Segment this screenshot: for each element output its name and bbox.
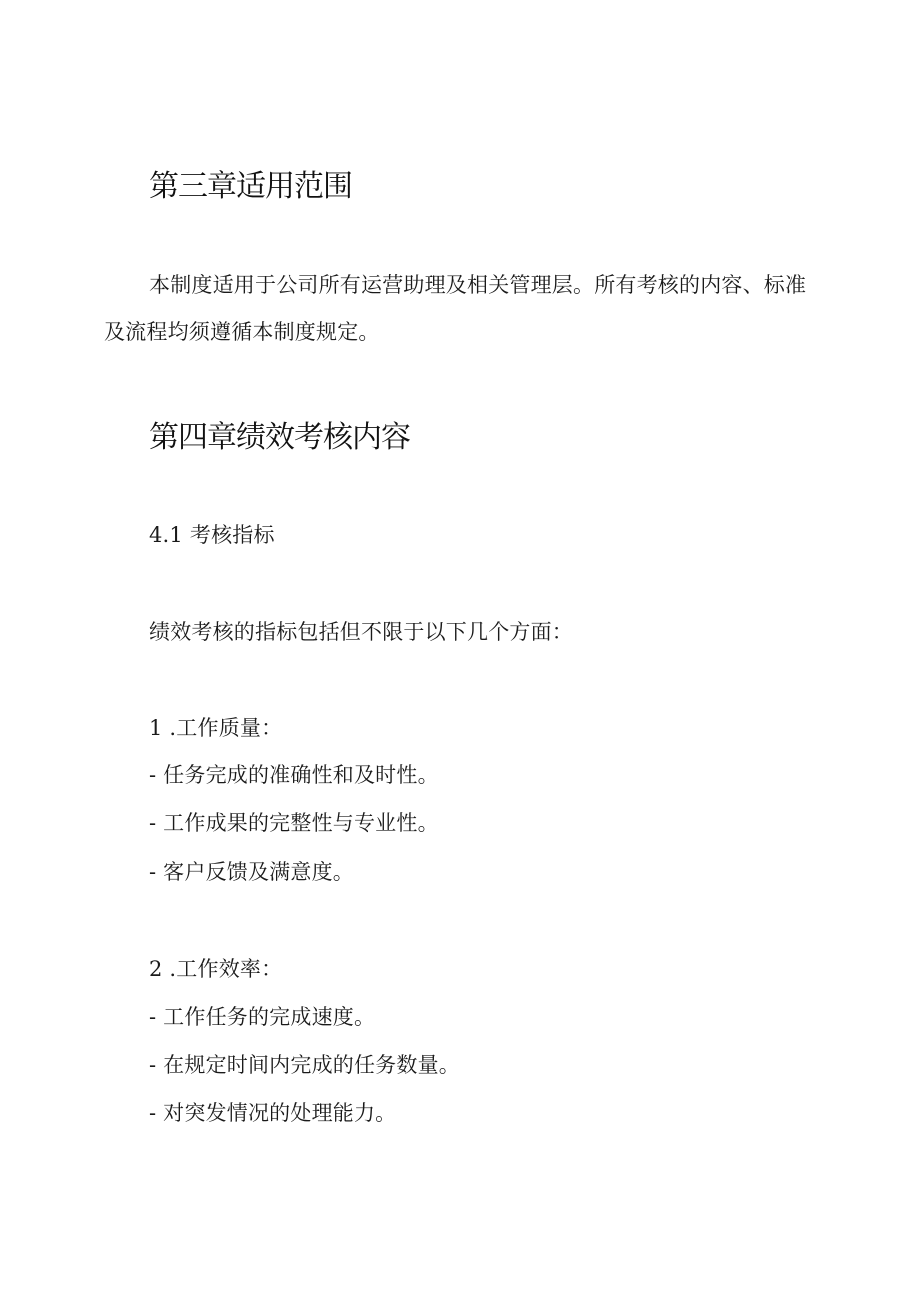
group-2-item-3: - 对突发情况的处理能力。	[149, 1101, 397, 1125]
group-2-title: 2 .工作效率：	[149, 957, 283, 981]
group-1-item-2: - 工作成果的完整性与专业性。	[149, 811, 439, 835]
chapter-4-heading: 第四章绩效考核内容	[149, 420, 410, 455]
section-4-1-title: 4.1 考核指标	[149, 523, 275, 547]
group-2-item-1: - 工作任务的完成速度。	[149, 1005, 376, 1029]
group-1-title: 1 .工作质量：	[149, 716, 283, 740]
indicators-intro: 绩效考核的指标包括但不限于以下几个方面：	[149, 620, 573, 644]
chapter-3-paragraph: 本制度适用于公司所有运营助理及相关管理层。所有考核的内容、标准及流程均须遵循本制度规定。	[104, 273, 807, 344]
chapter-3-heading: 第三章适用范围	[149, 169, 352, 204]
group-1-item-1: - 任务完成的准确性和及时性。	[149, 763, 439, 787]
group-2-item-2: - 在规定时间内完成的任务数量。	[149, 1053, 460, 1077]
group-1-item-3: - 客户反馈及满意度。	[149, 860, 354, 884]
